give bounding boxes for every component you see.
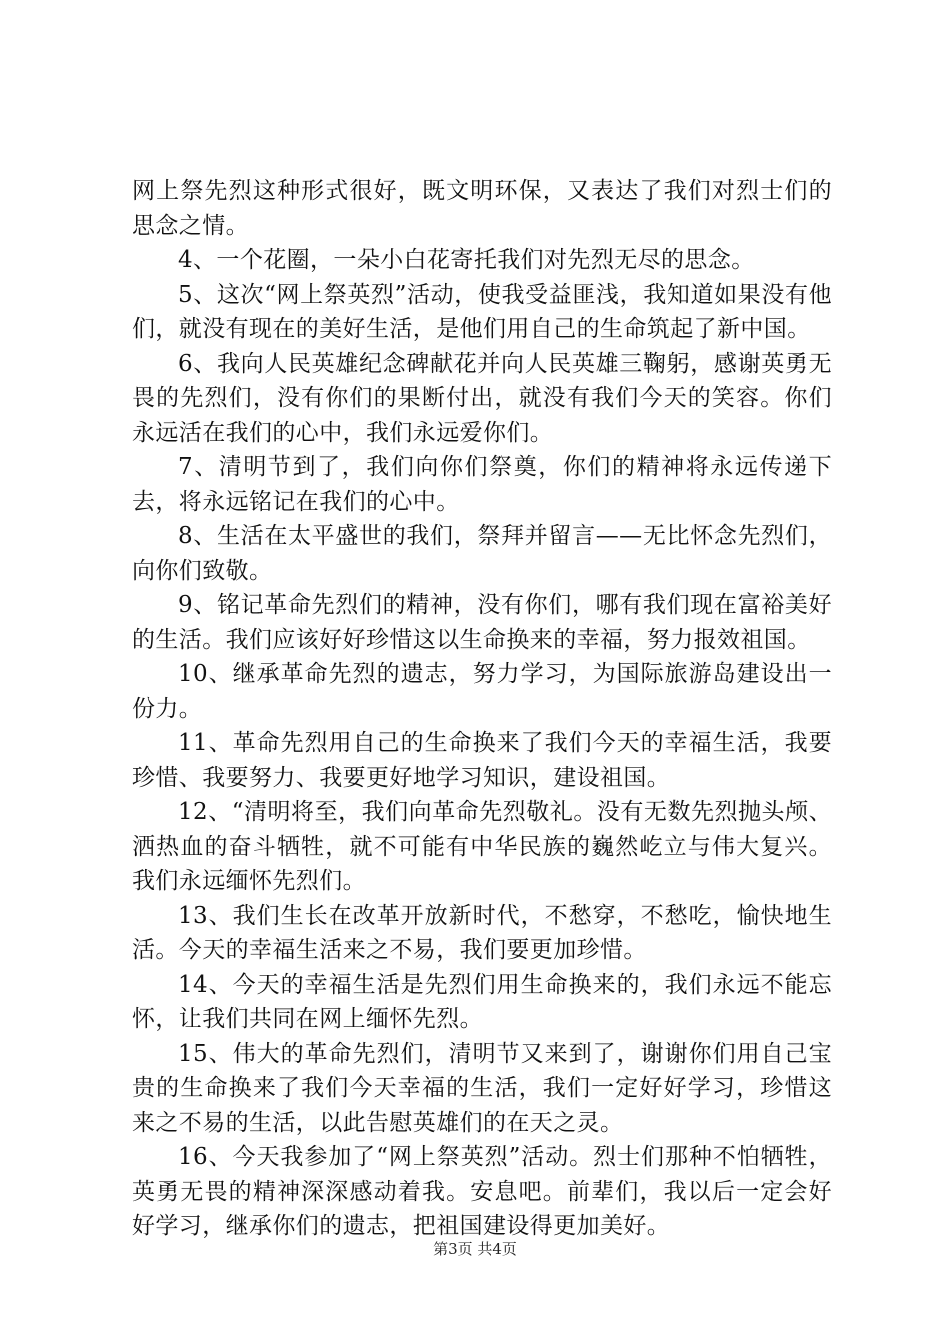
paragraph-continuation: 网上祭先烈这种形式很好，既文明环保，又表达了我们对烈士们的思念之情。 — [132, 178, 832, 239]
document-body — [132, 174, 832, 1244]
paragraph-item-12: 12、“清明将至，我们向革命先烈敬礼。没有无数先烈抛头颅、洒热血的奋斗牺牲，就不可能有中华民族的巍然屹立与伟大复兴。我们永远缅怀先烈们。 — [132, 799, 832, 894]
paragraph-item-8: 8、生活在太平盛世的我们，祭拜并留言——无比怀念先烈们，向你们致敬。 — [132, 523, 832, 584]
paragraph-item-16: 16、今天我参加了“网上祭英烈”活动。烈士们那种不怕牺牲，英勇无畏的精神深深感动着我。安息吧。前辈们，我以后一定会好好学习，继承你们的遗志，把祖国建设得更加美好。 — [132, 1144, 832, 1239]
paragraph-item-7: 7、清明节到了，我们向你们祭奠，你们的精神将永远传递下去，将永远铭记在我们的心中。 — [132, 454, 832, 515]
paragraph-item-4: 4、一个花圈，一朵小白花寄托我们对先烈无尽的思念。 — [178, 247, 755, 273]
paragraph-item-10: 10、继承革命先烈的遗志，努力学习，为国际旅游岛建设出一份力。 — [132, 661, 832, 722]
paragraph-item-6: 6、我向人民英雄纪念碑献花并向人民英雄三鞠躬，感谢英勇无畏的先烈们，没有你们的果断付出，就没有我们今天的笑容。你们永远活在我们的心中，我们永远爱你们。 — [132, 350, 832, 446]
page-number-label: 第3页 共4页 — [433, 1240, 517, 1258]
page-footer — [0, 1238, 950, 1259]
paragraph-item-15: 15、伟大的革命先烈们，清明节又来到了，谢谢你们用自己宝贵的生命换来了我们今天幸福的生活，我们一定好好学习，珍惜这来之不易的生活，以此告慰英雄们的在天之灵。 — [132, 1040, 832, 1136]
paragraph-item-5: 5、这次“网上祭英烈”活动，使我受益匪浅，我知道如果没有他们，就没有现在的美好生活，是他们用自己的生命筑起了新中国。 — [132, 281, 832, 342]
paragraph-item-13: 13、我们生长在改革开放新时代，不愁穿，不愁吃，愉快地生活。今天的幸福生活来之不易，我们要更加珍惜。 — [132, 902, 832, 963]
paragraph-item-14: 14、今天的幸福生活是先烈们用生命换来的，我们永远不能忘怀，让我们共同在网上缅怀先烈。 — [132, 971, 832, 1032]
paragraph-item-9: 9、铭记革命先烈们的精神，没有你们，哪有我们现在富裕美好的生活。我们应该好好珍惜这以生命换来的幸福，努力报效祖国。 — [132, 592, 832, 653]
paragraph-item-11: 11、革命先烈用自己的生命换来了我们今天的幸福生活，我要珍惜、我要努力、我要更好地学习知识，建设祖国。 — [132, 730, 832, 791]
